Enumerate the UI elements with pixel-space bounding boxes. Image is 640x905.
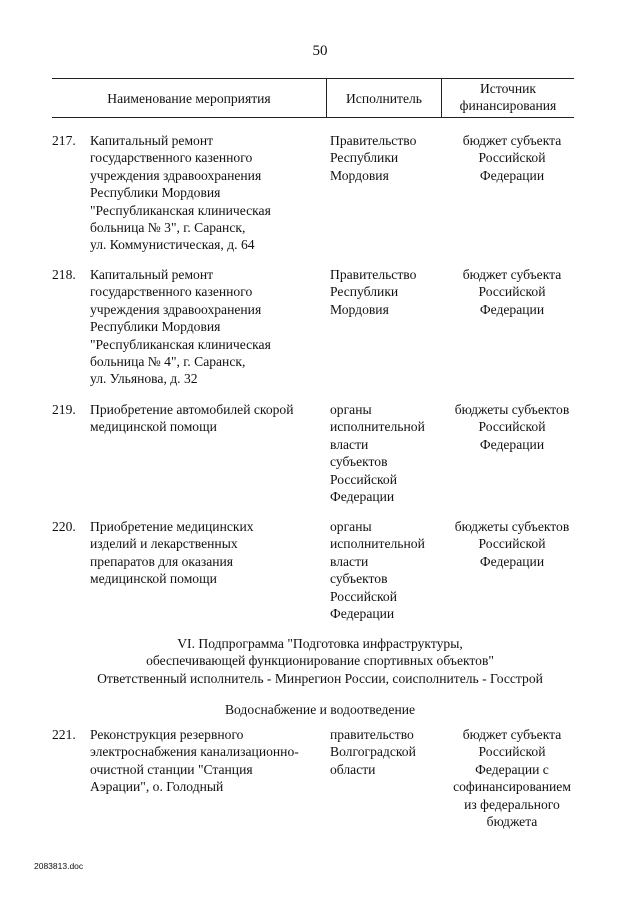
text-line: Федерации (479, 167, 545, 183)
text-line: Правительство (330, 133, 417, 148)
row-funding (450, 266, 574, 318)
header-funding-line: финансирования (459, 98, 557, 114)
row-executor (330, 132, 448, 184)
row-executor (330, 266, 448, 318)
text-line: электроснабжения канализационно- (90, 744, 299, 760)
row-funding (450, 726, 574, 830)
header-executor-column: Исполнитель (345, 91, 423, 106)
text-line: исполнительной (330, 536, 425, 552)
text-line: бюджет субъекта (462, 267, 562, 282)
row-executor (330, 401, 448, 505)
row-executor (330, 518, 448, 622)
section-subheading: Водоснабжение и водоотведение (224, 702, 416, 717)
text-line: Приобретение автомобилей скорой (90, 402, 294, 417)
row-funding (450, 401, 574, 453)
text-line: Федерации (330, 606, 395, 622)
text-line: Республики Мордовия (90, 319, 221, 335)
text-line: Российской (478, 536, 546, 552)
text-line: органы (330, 402, 372, 417)
text-line: субъектов (330, 571, 388, 587)
text-line: бюджета (486, 814, 538, 830)
header-top-rule (52, 78, 574, 79)
row-name (90, 132, 330, 254)
section-heading-line: Ответственный исполнитель - Минрегион России, соисполнитель - Госстрой (97, 670, 543, 686)
text-line: Российской (330, 588, 397, 604)
text-line: исполнительной (330, 419, 425, 435)
row-number: 217. (52, 133, 76, 148)
row-name (90, 726, 330, 796)
text-line: изделий и лекарственных (90, 536, 238, 552)
row-funding (450, 132, 574, 184)
header-bottom-rule (52, 117, 574, 118)
text-line: ул. Ульянова, д. 32 (90, 371, 198, 387)
text-line: больница № 4", г. Саранск, (90, 354, 246, 370)
text-line: бюджеты субъектов (454, 402, 570, 417)
row-number: 219. (52, 402, 76, 417)
text-line: софинансированием (453, 779, 571, 795)
text-line: субъектов (330, 454, 388, 470)
text-line: органы (330, 519, 372, 534)
text-line: Мордовия (330, 301, 389, 317)
text-line: медицинской помощи (90, 571, 217, 587)
text-line: Капитальный ремонт (90, 133, 214, 148)
text-line: области (330, 761, 376, 777)
text-line: бюджет субъекта (462, 133, 562, 148)
text-line: Российской (478, 284, 546, 300)
text-line: правительство (330, 727, 414, 742)
text-line: Федерации с (475, 761, 549, 777)
text-line: Федерации (479, 301, 545, 317)
text-line: государственного казенного (90, 284, 253, 300)
text-line: учреждения здравоохранения (90, 301, 262, 317)
section-heading (40, 635, 600, 687)
section-heading-line: обеспечивающей функционирование спортивных объектов" (146, 653, 494, 669)
text-line: Приобретение медицинских (90, 519, 254, 534)
row-name (90, 266, 330, 388)
text-line: Российской (330, 471, 397, 487)
text-line: медицинской помощи (90, 419, 217, 435)
text-line: бюджет субъекта (462, 727, 562, 742)
text-line: Федерации (479, 436, 545, 452)
text-line: из федерального (464, 796, 560, 812)
text-line: Российской (478, 744, 546, 760)
text-line: очистной станции "Станция (90, 761, 253, 777)
text-line: ул. Коммунистическая, д. 64 (90, 237, 255, 253)
row-name (90, 518, 330, 588)
text-line: "Республиканская клиническая (90, 336, 271, 352)
text-line: учреждения здравоохранения (90, 167, 262, 183)
header-funding-column (442, 80, 574, 115)
row-name (90, 401, 330, 436)
header-funding-line: Источник (479, 81, 537, 96)
text-line: Правительство (330, 267, 417, 282)
row-funding (450, 518, 574, 570)
text-line: Российской (478, 419, 546, 435)
text-line: Российской (478, 150, 546, 166)
footer-filename: 2083813.doc (34, 861, 84, 871)
text-line: Республики (330, 150, 399, 166)
text-line: власти (330, 436, 369, 452)
text-line: Республики Мордовия (90, 185, 221, 201)
row-number: 218. (52, 267, 76, 282)
text-line: препаратов для оказания (90, 553, 234, 569)
row-number: 221. (52, 727, 76, 742)
text-line: Мордовия (330, 167, 389, 183)
text-line: Республики (330, 284, 399, 300)
section-heading-line: VI. Подпрограмма "Подготовка инфраструктуры, (177, 636, 463, 651)
page-number: 50 (312, 43, 328, 59)
row-executor (330, 726, 448, 778)
text-line: Федерации (330, 489, 395, 505)
text-line: Федерации (479, 553, 545, 569)
row-number: 220. (52, 519, 76, 534)
text-line: Аэрации", о. Голодный (90, 779, 224, 795)
text-line: Реконструкция резервного (90, 727, 244, 742)
text-line: бюджеты субъектов (454, 519, 570, 534)
text-line: государственного казенного (90, 150, 253, 166)
text-line: Капитальный ремонт (90, 267, 214, 282)
text-line: больница № 3", г. Саранск, (90, 220, 246, 236)
text-line: власти (330, 553, 369, 569)
text-line: "Республиканская клиническая (90, 202, 271, 218)
header-name-column: Наименование мероприятия (107, 91, 271, 106)
text-line: Волгоградской (330, 744, 416, 760)
